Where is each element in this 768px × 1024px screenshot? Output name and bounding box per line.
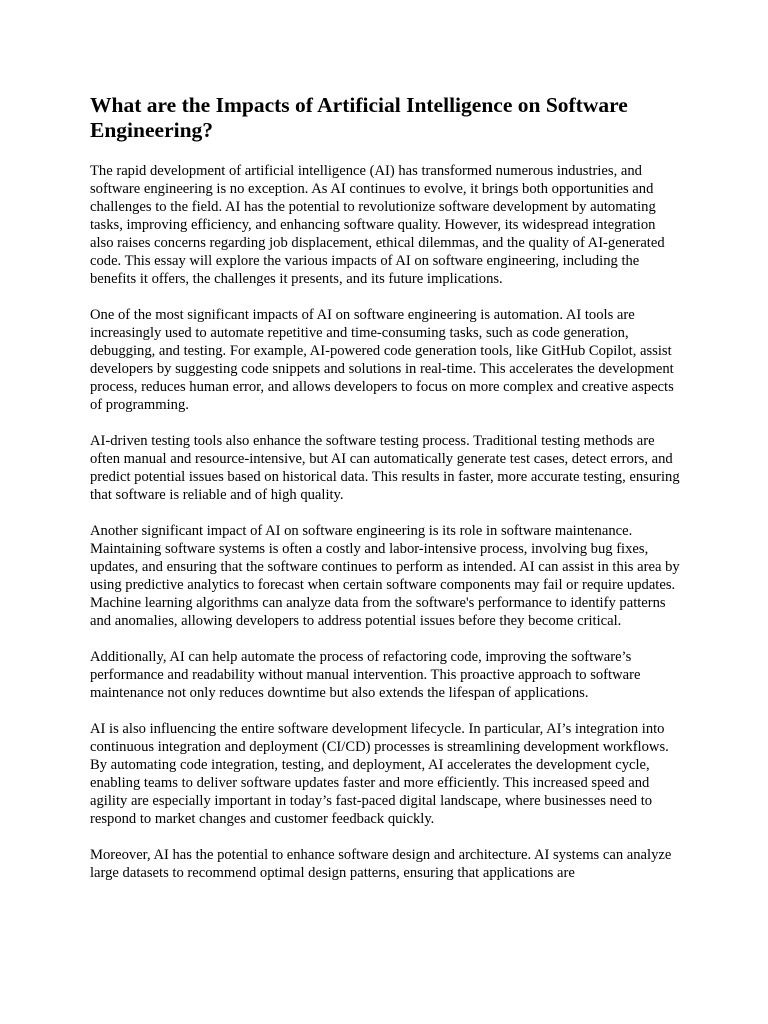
paragraph-intro: The rapid development of artificial intelligence (AI) has transformed numerous industries, and software engineering is no exception. As AI continues to evolve, it brings both opportunities and challenges to the field. AI has the potential to revolutionize software development by automating tasks, improving efficiency, and enhancing software quality. However, its widespread integration also raises concerns regarding job displacement, ethical dilemmas, and the quality of AI-generated code. This essay will explore the various impacts of AI on software engineering, including the benefits it offers, the challenges it presents, and its future implications. (90, 163, 665, 287)
paragraph-lifecycle: AI is also influencing the entire software development lifecycle. In particular, AI’s integration into continuous integration and deployment (CI/CD) processes is streamlining development workflows. By automating code integration, testing, and deployment, AI accelerates the development cycle, enabling teams to deliver software updates faster and more efficiently. This increased speed and agility are especially important in today’s fast-paced digital landscape, where businesses need to respond to market changes and customer feedback quickly. (90, 721, 669, 827)
paragraph-automation: One of the most significant impacts of AI on software engineering is automation. AI tools are increasingly used to automate repetitive and time-consuming tasks, such as code generation, debugging, and testing. For example, AI-powered code generation tools, like GitHub Copilot, assist developers by suggesting code snippets and solutions in real-time. This accelerates the development process, reduces human error, and allows developers to focus on more complex and creative aspects of programming. (90, 307, 674, 413)
paragraph-testing: AI-driven testing tools also enhance the software testing process. Traditional testing methods are often manual and resource-intensive, but AI can automatically generate test cases, detect errors, and predict potential issues based on historical data. This results in faster, more accurate testing, ensuring that software is reliable and of high quality. (90, 433, 680, 503)
paragraph-refactoring: Additionally, AI can help automate the process of refactoring code, improving the software’s performance and readability without manual intervention. This proactive approach to software maintenance not only reduces downtime but also extends the lifespan of applications. (90, 649, 641, 701)
paragraph-design: Moreover, AI has the potential to enhance software design and architecture. AI systems can analyze large datasets to recommend optimal design patterns, ensuring that applications are (90, 847, 672, 881)
document-page (90, 93, 682, 900)
document-title: What are the Impacts of Artificial Intelligence on Software Engineering? (90, 93, 628, 142)
paragraph-maintenance: Another significant impact of AI on software engineering is its role in software maintenance. Maintaining software systems is often a costly and labor-intensive process, involving bug fixes, updates, and ensuring that the software continues to perform as intended. AI can assist in this area by using predictive analytics to forecast when certain software components may fail or require updates. Machine learning algorithms can analyze data from the software's performance to identify patterns and anomalies, allowing developers to address potential issues before they become critical. (90, 523, 680, 629)
